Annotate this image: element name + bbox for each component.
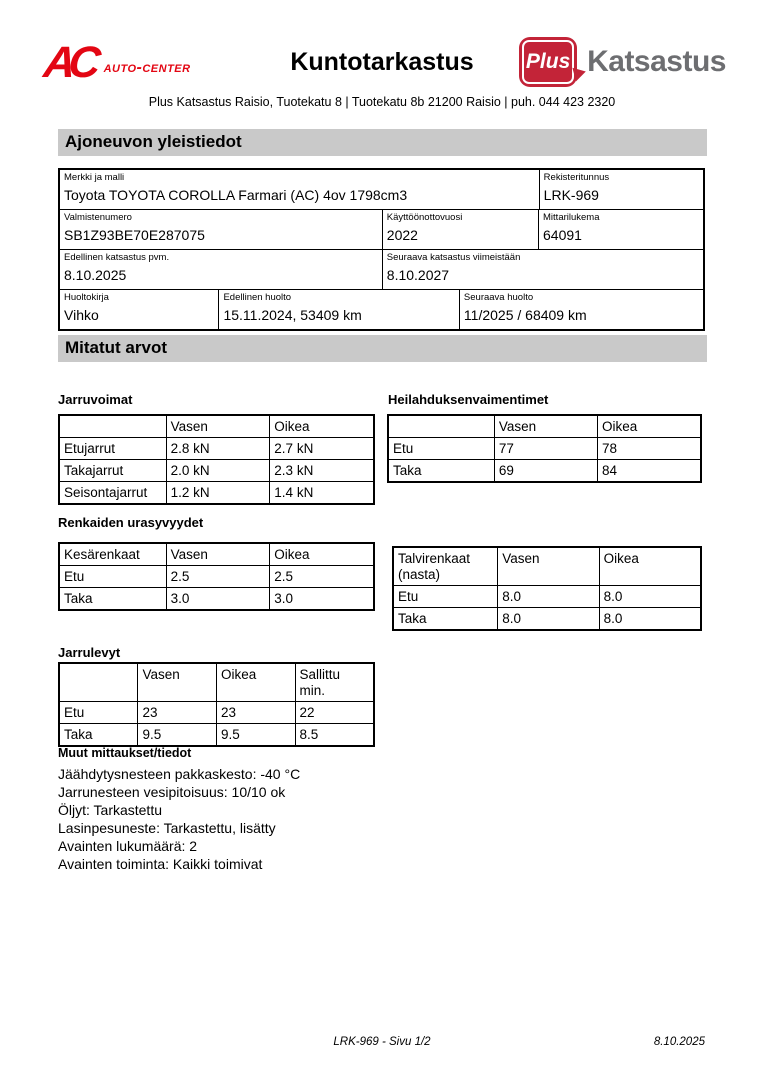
table-cell: 23 [138,702,217,724]
other-measurements-section [58,746,618,873]
field-value: 8.10.2025 [64,267,127,283]
table-cell: Etu [393,586,498,608]
table-cell: 2.0 kN [166,460,270,482]
table-cell: 84 [597,460,701,483]
brake-forces-title: Jarruvoimat [58,392,133,407]
column-header: Vasen [166,415,270,438]
table-cell: 3.0 [270,588,374,611]
column-header [388,415,494,438]
column-header: Kesärenkaat [59,543,166,566]
field-label: Huoltokirja [64,292,109,303]
table-cell: 3.0 [166,588,270,611]
auto-center-monogram-icon: AC [41,38,97,87]
table-cell: Takajarrut [59,460,166,482]
speech-bubble-tail-icon [572,65,587,82]
shock-absorbers-title: Heilahduksenvaimentimet [388,392,549,407]
info-field [60,250,383,289]
plus-badge-icon [519,37,577,87]
header-row [388,415,701,438]
info-field [60,170,540,209]
info-field [60,290,219,329]
info-field [460,290,703,329]
header-row [59,415,374,438]
column-header: Oikea [599,547,701,586]
measurement-line: Öljyt: Tarkastettu [58,802,163,818]
auto-center-wordmark: auto-center [103,59,191,76]
table-cell: 2.7 kN [270,438,374,460]
section-header-general-info: Ajoneuvon yleistiedot [58,129,707,156]
table-row [393,608,701,631]
table-cell: 69 [494,460,597,483]
table-cell: 1.4 kN [270,482,374,505]
column-header: Vasen [498,547,599,586]
measurement-line: Lasinpesuneste: Tarkastettu, lisätty [58,820,276,836]
info-field [540,170,703,209]
shock-absorbers-table [387,414,702,483]
table-row [59,438,374,460]
table-cell: Taka [59,724,138,747]
column-header: Oikea [270,415,374,438]
table-cell: 23 [216,702,295,724]
field-value: SB1Z93BE70E287075 [64,227,205,243]
footer-page-label: LRK-969 - Sivu 1/2 [333,1036,431,1048]
table-row [59,724,374,747]
katsastus-wordmark: Katsastus [587,45,726,78]
table-row [393,586,701,608]
table-cell: 22 [295,702,374,724]
table-row [59,460,374,482]
measurement-line: Jarrunesteen vesipitoisuus: 10/10 ok [58,784,286,800]
column-header: Vasen [138,663,217,702]
column-header: Oikea [270,543,374,566]
info-field [383,250,703,289]
field-label: Rekisteritunnus [543,172,610,183]
field-value: LRK-969 [543,187,599,203]
table-cell: 2.5 [270,566,374,588]
table-cell: 8.0 [498,586,599,608]
field-label: Edellinen katsastus pvm. [64,252,170,263]
field-label: Valmistenumero [64,212,132,223]
field-value: 2022 [386,227,418,243]
column-header: Sallittu min. [295,663,374,702]
measurement-line: Jäähdytysnesteen pakkaskesto: -40 °C [58,766,301,782]
table-row [59,482,374,505]
info-field [383,210,539,249]
table-cell: Seisontajarrut [59,482,166,505]
table-cell: 1.2 kN [166,482,270,505]
header-row [393,547,701,586]
table-row [59,702,374,724]
plus-badge-text: Plus [525,50,571,73]
footer-date: 8.10.2025 [653,1036,705,1048]
field-value: Toyota TOYOTA COROLLA Farmari (AC) 4ov 1798cm3 [64,187,408,203]
brake-forces-table [58,414,375,505]
table-cell: 78 [597,438,701,460]
table-cell: 8.0 [498,608,599,631]
winter-tires-table [392,546,702,631]
document-title: Kuntotarkastus [290,48,474,76]
field-label: Seuraava huolto [463,292,534,303]
table-cell: Etu [388,438,494,460]
table-cell: 2.3 kN [270,460,374,482]
table-cell: Taka [393,608,498,631]
field-value: 11/2025 / 68409 km [463,307,587,323]
table-cell: Taka [388,460,494,483]
table-cell: Etujarrut [59,438,166,460]
info-field [539,210,703,249]
column-header: Talvirenkaat (nasta) [393,547,498,586]
table-cell: Etu [59,702,138,724]
table-row [59,588,374,611]
other-measurements-title: Muut mittaukset/tiedot [58,746,192,760]
table-row [388,460,701,483]
table-row [388,438,701,460]
field-value: 8.10.2027 [386,267,450,283]
measurement-line: Avainten toiminta: Kaikki toimivat [58,856,263,872]
station-address: Plus Katsastus Raisio, Tuotekatu 8 | Tuotekatu 8b 21200 Raisio | puh. 044 423 2320 [148,95,616,109]
info-field [60,210,383,249]
table-cell: 77 [494,438,597,460]
table-cell: 8.0 [599,586,701,608]
field-value: 15.11.2024, 53409 km [223,307,362,323]
vehicle-info-table [58,168,705,331]
column-header: Vasen [494,415,597,438]
table-cell: 9.5 [138,724,217,747]
field-label: Seuraava katsastus viimeistään [386,252,521,263]
plus-katsastus-logo [519,37,726,87]
field-value: Vihko [64,307,99,323]
vehicle-info-row [60,290,703,329]
table-cell: Taka [59,588,166,611]
column-header: Vasen [166,543,270,566]
brake-discs-title: Jarrulevyt [58,645,121,660]
info-field [219,290,459,329]
header-row [59,543,374,566]
table-cell: 2.5 [166,566,270,588]
field-value: 64091 [543,227,582,243]
brake-discs-table [58,662,375,747]
tire-tread-title: Renkaiden urasyvyydet [58,515,204,530]
table-cell: 8.0 [599,608,701,631]
vehicle-info-row [60,170,703,210]
column-header: Oikea [216,663,295,702]
table-cell: Etu [59,566,166,588]
summer-tires-table [58,542,375,611]
field-label: Edellinen huolto [223,292,292,303]
field-label: Merkki ja malli [64,172,125,183]
table-cell: 8.5 [295,724,374,747]
field-label: Käyttöönottovuosi [386,212,463,223]
table-cell: 2.8 kN [166,438,270,460]
vehicle-info-row [60,250,703,290]
measurement-line: Avainten lukumäärä: 2 [58,838,198,854]
column-header [59,415,166,438]
other-measurements-list [58,765,618,873]
table-row [59,566,374,588]
vehicle-info-row [60,210,703,250]
header-row [59,663,374,702]
table-cell: 9.5 [216,724,295,747]
column-header [59,663,138,702]
section-header-measured-values: Mitatut arvot [58,335,707,362]
field-label: Mittarilukema [543,212,600,223]
column-header: Oikea [597,415,701,438]
